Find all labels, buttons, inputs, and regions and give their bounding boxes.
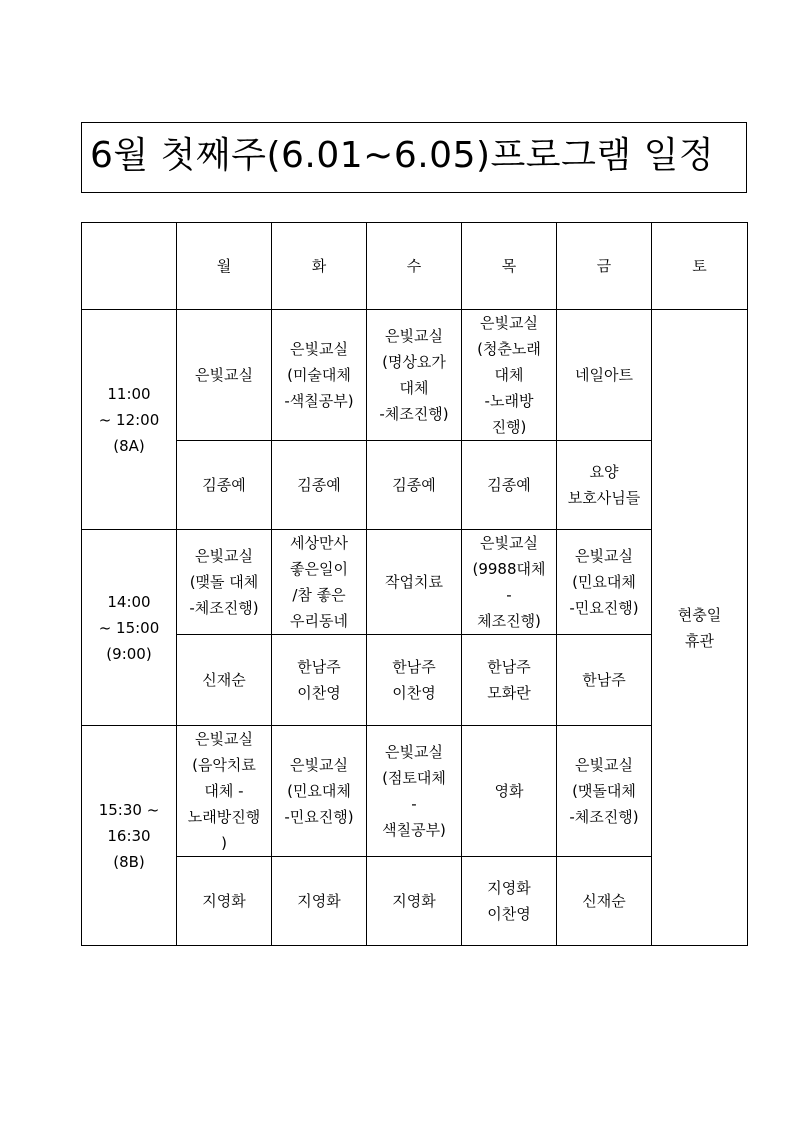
- saturday-closed-cell: 현충일 휴관: [652, 310, 748, 946]
- staff-cell: 김종예: [367, 441, 462, 530]
- program-cell: 은빛교실 (9988대체 - 체조진행): [462, 530, 557, 635]
- staff-cell: 지영화: [177, 857, 272, 946]
- staff-row: [82, 441, 748, 530]
- staff-cell: 한남주 이찬영: [367, 635, 462, 726]
- time-cell: 14:00 ~ 15:00 (9:00): [82, 530, 177, 726]
- staff-cell: 김종예: [462, 441, 557, 530]
- title-box: [81, 122, 747, 193]
- program-cell: 은빛교실 (음악치료 대체 - 노래방진행 ): [177, 726, 272, 857]
- page-title: 6월 첫째주(6.01~6.05)프로그램 일정: [90, 135, 715, 176]
- staff-row: [82, 635, 748, 726]
- staff-cell: 김종예: [272, 441, 367, 530]
- program-cell: 은빛교실 (명상요가 대체 -체조진행): [367, 310, 462, 441]
- staff-cell: 지영화 이찬영: [462, 857, 557, 946]
- header-row: [82, 223, 748, 310]
- program-row: [82, 310, 748, 441]
- day-header: 화: [272, 223, 367, 310]
- schedule-table: [81, 222, 748, 946]
- time-cell: 11:00 ~ 12:00 (8A): [82, 310, 177, 530]
- day-header: 목: [462, 223, 557, 310]
- staff-cell: 신재순: [557, 857, 652, 946]
- program-cell: 은빛교실 (민요대체 -민요진행): [557, 530, 652, 635]
- program-cell: 은빛교실 (점토대체 - 색칠공부): [367, 726, 462, 857]
- program-cell: 은빛교실 (청춘노래 대체 -노래방 진행): [462, 310, 557, 441]
- time-cell: 15:30 ~ 16:30 (8B): [82, 726, 177, 946]
- program-cell: 은빛교실 (미술대체 -색칠공부): [272, 310, 367, 441]
- staff-cell: 한남주: [557, 635, 652, 726]
- day-header: 금: [557, 223, 652, 310]
- staff-cell: 신재순: [177, 635, 272, 726]
- day-header: 토: [652, 223, 748, 310]
- program-cell: 영화: [462, 726, 557, 857]
- program-cell: 네일아트: [557, 310, 652, 441]
- program-cell: 세상만사 좋은일이 /참 좋은 우리동네: [272, 530, 367, 635]
- staff-cell: 김종예: [177, 441, 272, 530]
- staff-row: [82, 857, 748, 946]
- program-row: [82, 530, 748, 635]
- day-header: 수: [367, 223, 462, 310]
- program-cell: 은빛교실: [177, 310, 272, 441]
- staff-cell: 지영화: [367, 857, 462, 946]
- program-row: [82, 726, 748, 857]
- corner-cell: [82, 223, 177, 310]
- staff-cell: 지영화: [272, 857, 367, 946]
- program-cell: 작업치료: [367, 530, 462, 635]
- staff-cell: 한남주 모화란: [462, 635, 557, 726]
- staff-cell: 한남주 이찬영: [272, 635, 367, 726]
- program-cell: 은빛교실 (민요대체 -민요진행): [272, 726, 367, 857]
- program-cell: 은빛교실 (맷돌대체 -체조진행): [557, 726, 652, 857]
- staff-cell: 요양 보호사님들: [557, 441, 652, 530]
- day-header: 월: [177, 223, 272, 310]
- program-cell: 은빛교실 (맺돌 대체 -체조진행): [177, 530, 272, 635]
